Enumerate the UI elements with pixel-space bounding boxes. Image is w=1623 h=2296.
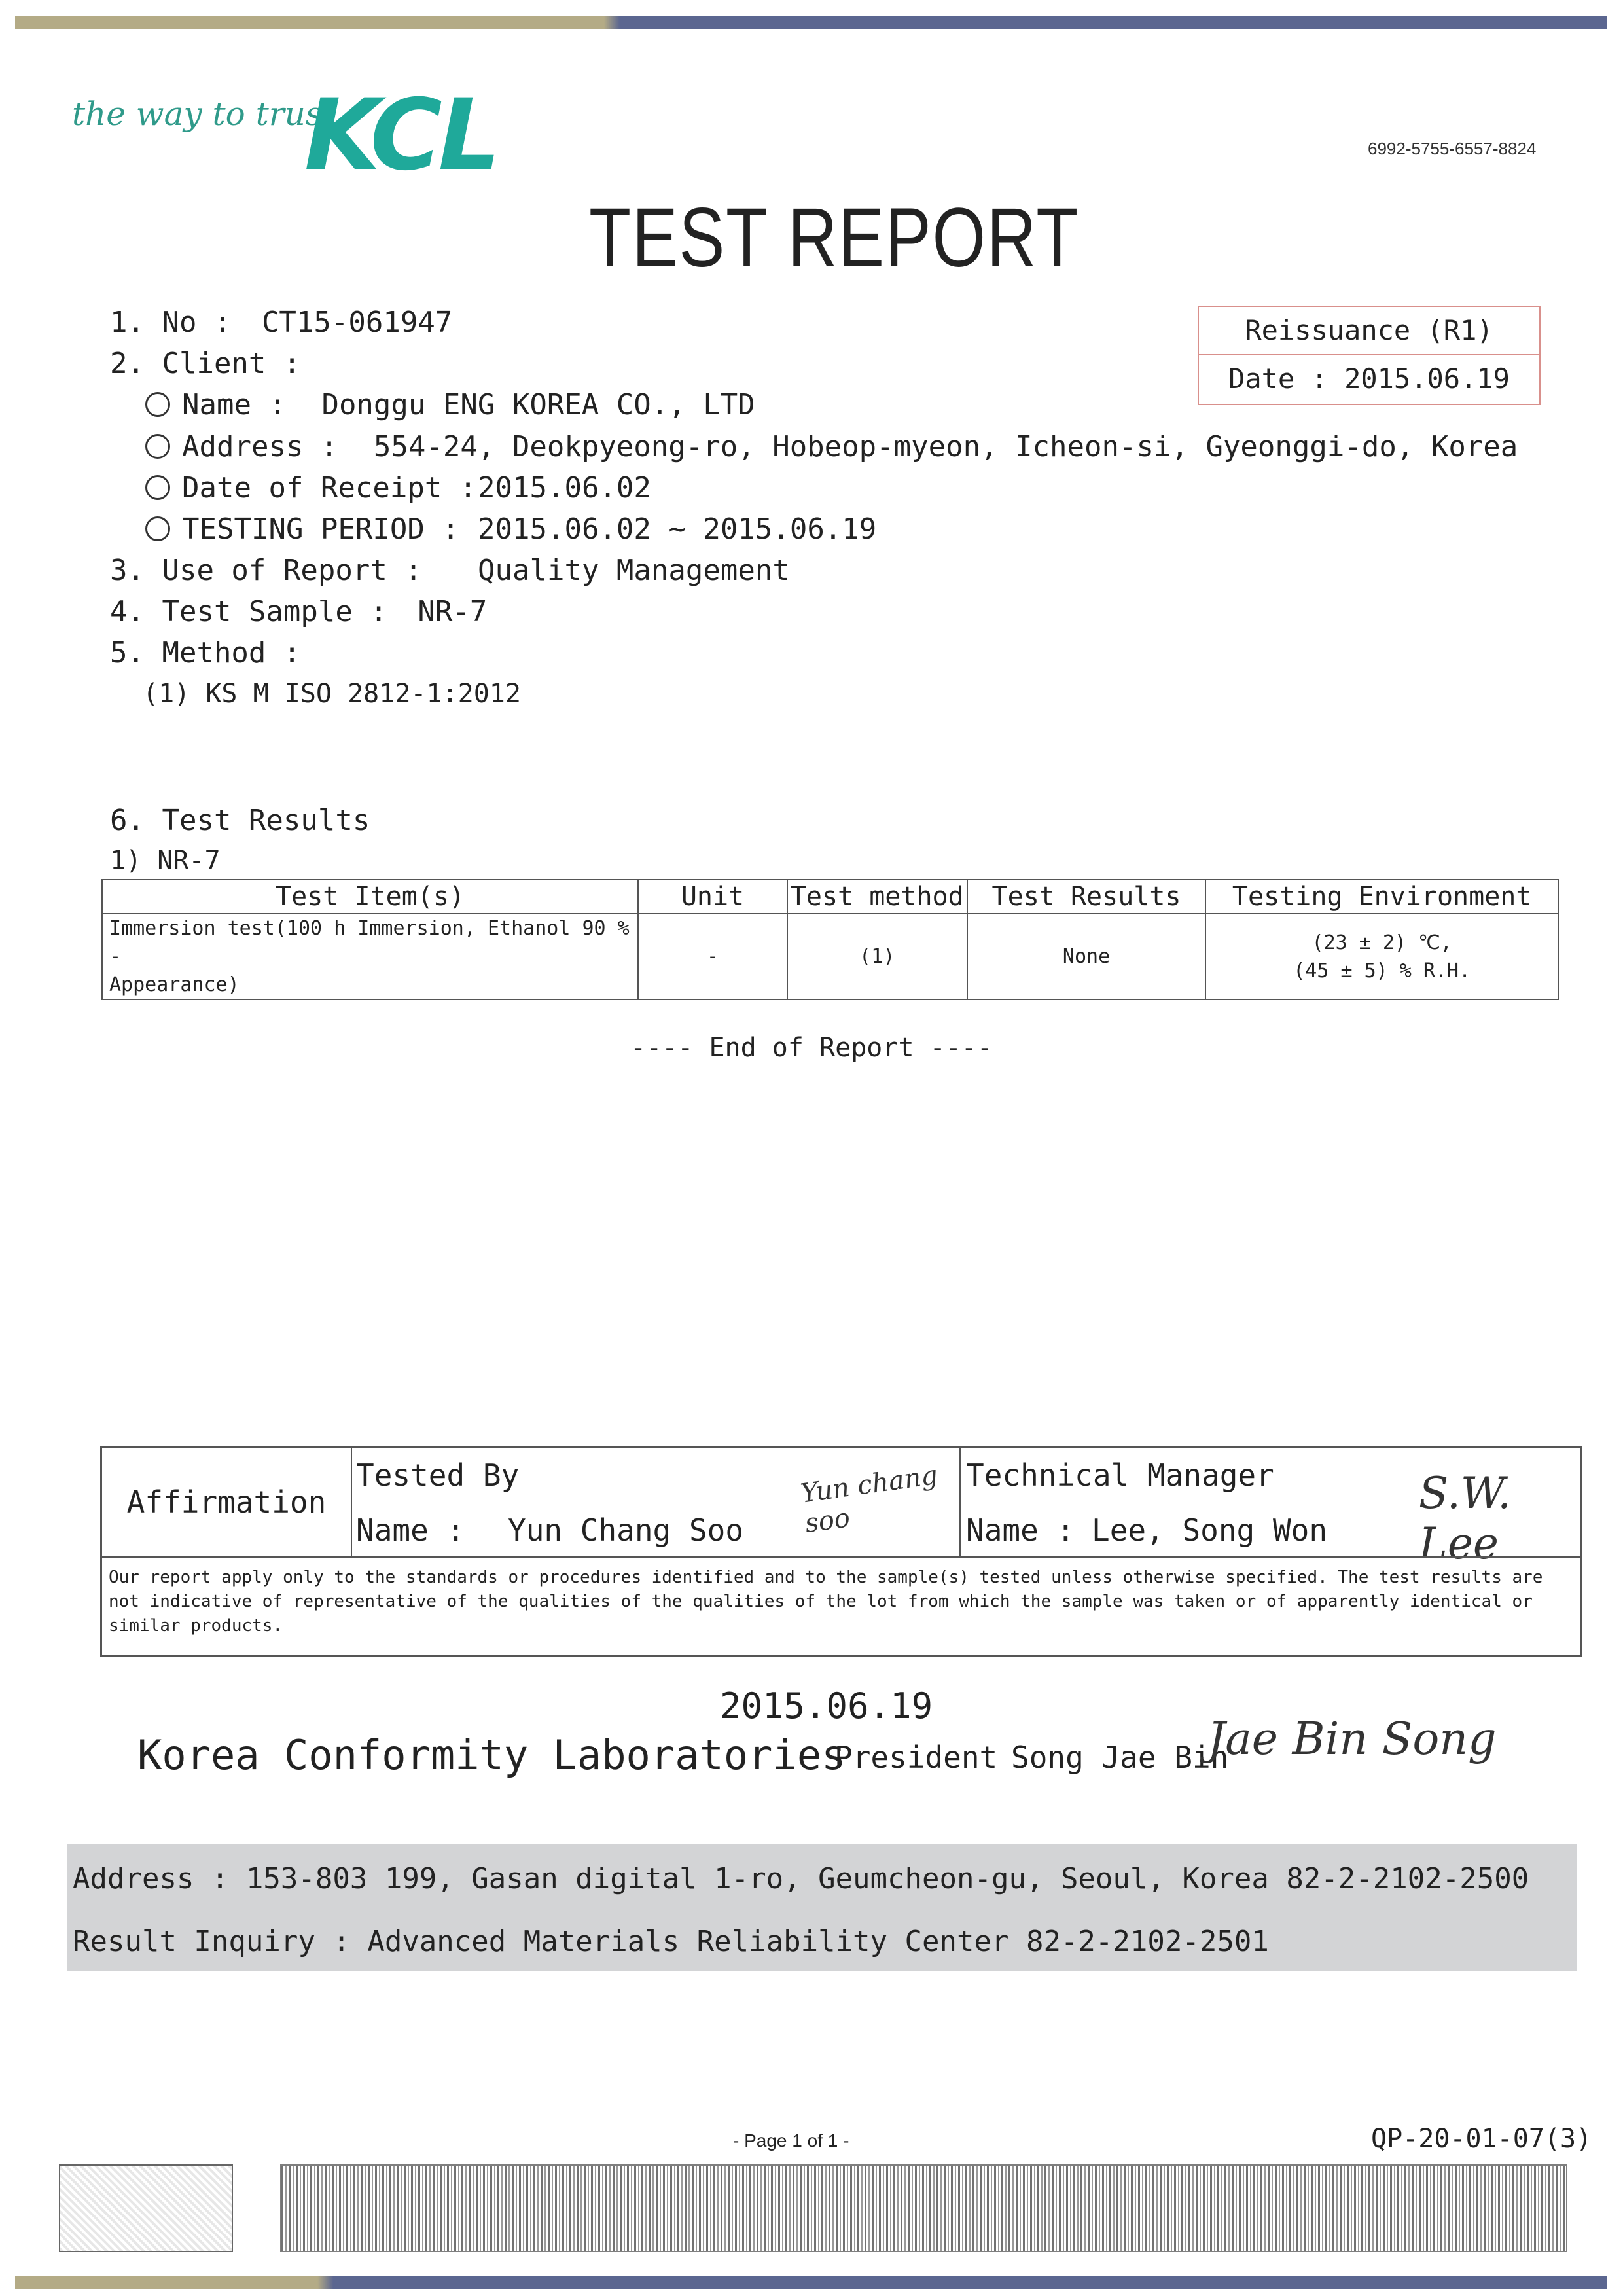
tested-by-section <box>351 1448 961 1556</box>
manager-name: Lee, Song Won <box>1092 1513 1328 1548</box>
environment-line: (23 ± 2) ℃, <box>1311 931 1452 954</box>
disclaimer-text: Our report apply only to the standards or procedures identified and to the sample(s) tested unless otherwise specified. The test results are not indicative of representative of the qualities of the qualities of the lot from which the sample was taken or of apparently identical or similar products. <box>102 1556 1580 1655</box>
method-label: 5. Method : <box>110 636 301 670</box>
tester-name: Yun Chang Soo <box>508 1513 744 1548</box>
page-title: TEST REPORT <box>589 191 1080 285</box>
tagline: the way to trust <box>72 95 336 133</box>
use-of-report-label: 3. Use of Report : <box>110 554 422 587</box>
client-name-value: Donggu ENG KOREA CO., LTD <box>321 388 755 422</box>
reissuance-date: Date : 2015.06.19 <box>1228 363 1510 395</box>
circle-bullet-icon <box>145 516 170 541</box>
column-header: Test method <box>787 880 967 914</box>
president-signature: Jae Bin Song <box>1207 1713 1497 1765</box>
test-result-cell: None <box>967 914 1206 999</box>
table-header-row <box>102 880 1558 914</box>
president-label: President <box>834 1740 998 1775</box>
form-code: QP-20-01-07(3) <box>1371 2124 1592 2154</box>
tested-by-label: Tested By <box>356 1458 520 1493</box>
manager-name-label: Name : <box>966 1513 1075 1548</box>
organization-name: Korea Conformity Laboratories <box>137 1731 846 1779</box>
circle-bullet-icon <box>145 475 170 500</box>
report-no-label: 1. No : <box>110 306 232 339</box>
reissuance-box <box>1198 306 1541 405</box>
technical-manager-label: Technical Manager <box>966 1458 1274 1493</box>
test-item-cell <box>102 914 638 999</box>
column-header: Test Item(s) <box>102 880 638 914</box>
president-name: Song Jae Bin <box>1011 1740 1229 1775</box>
footer-address: Address : 153-803 199, Gasan digital 1-ro, Geumcheon-gu, Seoul, Korea 82-2-2102-2500 <box>73 1862 1529 1895</box>
column-header: Testing Environment <box>1205 880 1558 914</box>
report-no-value: CT15-061947 <box>261 306 453 339</box>
use-of-report-value: Quality Management <box>478 554 790 587</box>
table-row <box>102 914 1558 999</box>
document-number: 6992-5755-6557-8824 <box>1368 139 1537 158</box>
footer-contact-box <box>67 1844 1577 1971</box>
tester-signature: Yun chang soo <box>798 1460 940 1539</box>
testing-period-value: 2015.06.02 ~ 2015.06.19 <box>478 512 877 546</box>
manager-signature: S.W. Lee <box>1419 1468 1512 1569</box>
circle-bullet-icon <box>145 392 170 417</box>
column-header: Test Results <box>967 880 1206 914</box>
client-address-row <box>145 430 1518 463</box>
results-subheading: 1) NR-7 <box>110 846 221 876</box>
results-heading: 6. Test Results <box>110 804 370 837</box>
issue-date: 2015.06.19 <box>720 1685 933 1727</box>
reissuance-label: Reissuance (R1) <box>1199 307 1539 355</box>
bottom-color-bar <box>15 2276 1607 2289</box>
affirmation-label: Affirmation <box>102 1448 352 1556</box>
affirmation-box <box>100 1446 1582 1657</box>
test-item-line: Immersion test(100 h Immersion, Ethanol 90 % - <box>109 917 630 968</box>
test-sample-value: NR-7 <box>418 595 488 628</box>
receipt-date-value: 2015.06.02 <box>478 471 651 505</box>
client-address-value: 554-24, Deokpyeong-ro, Hobeop-myeon, Icheon-si, Gyeonggi-do, Korea <box>373 430 1518 463</box>
column-header: Unit <box>638 880 787 914</box>
top-color-bar <box>15 16 1607 29</box>
page-indicator: - Page 1 of 1 - <box>733 2130 849 2151</box>
test-item-line: Appearance) <box>109 973 240 996</box>
environment-cell <box>1205 914 1558 999</box>
client-label: 2. Client : <box>110 347 301 380</box>
test-method-cell: (1) <box>787 914 967 999</box>
footer-inquiry: Result Inquiry : Advanced Materials Reliability Center 82-2-2102-2501 <box>73 1925 1269 1958</box>
report-no-row <box>110 306 452 339</box>
client-name-row <box>145 388 755 422</box>
technical-manager-section <box>961 1448 1580 1569</box>
circle-bullet-icon <box>145 434 170 459</box>
client-name-label: Name : <box>182 388 286 422</box>
test-sample-label: 4. Test Sample : <box>110 595 387 628</box>
method-value: (1) KS M ISO 2812-1:2012 <box>143 679 521 709</box>
testing-period-row <box>145 512 459 546</box>
results-table <box>101 879 1559 1000</box>
receipt-date-row <box>145 471 476 505</box>
testing-period-label: TESTING PERIOD : <box>182 512 459 546</box>
tester-name-label: Name : <box>356 1513 465 1548</box>
kcl-logo: KCL <box>304 79 497 192</box>
unit-cell: - <box>638 914 787 999</box>
end-of-report: ---- End of Report ---- <box>630 1033 993 1063</box>
client-address-label: Address : <box>182 430 338 463</box>
security-stamp <box>59 2164 233 2252</box>
environment-line: (45 ± 5) % R.H. <box>1293 959 1471 982</box>
security-barcode <box>280 2164 1567 2252</box>
test-sample-row <box>110 595 487 628</box>
receipt-date-label: Date of Receipt : <box>182 471 477 505</box>
